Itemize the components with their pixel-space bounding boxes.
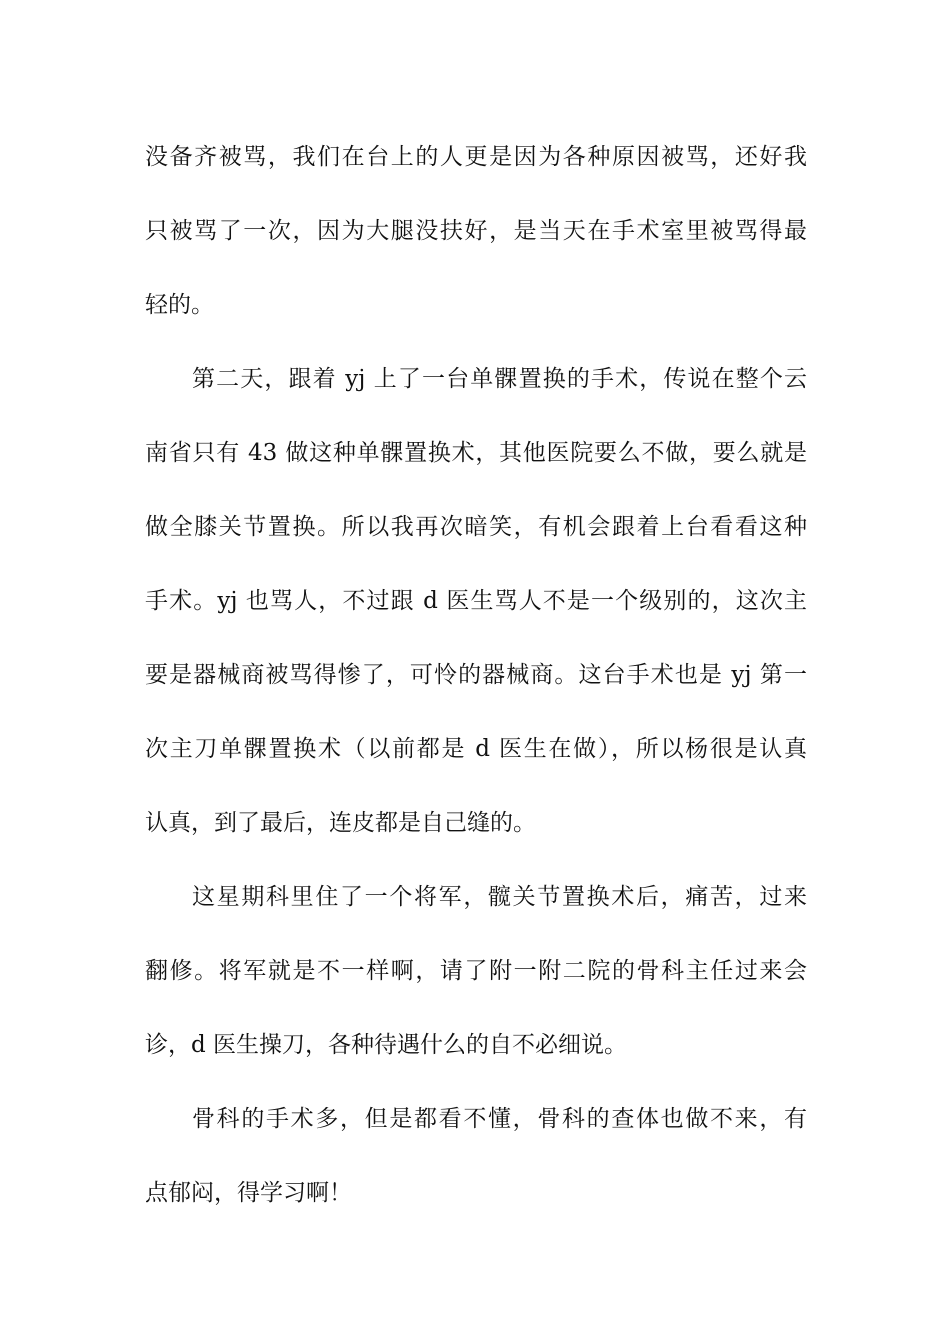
text-line: 只被骂了一次，因为大腿没扶好，是当天在手术室里被骂得最: [145, 218, 807, 244]
text-line: 没备齐被骂，我们在台上的人更是因为各种原因被骂，还好我: [145, 144, 807, 170]
text-line: 轻的。: [145, 292, 214, 318]
text-line: 点郁闷，得学习啊！: [145, 1180, 352, 1206]
text-line: 手术。yj 也骂人，不过跟 d 医生骂人不是一个级别的，这次主: [145, 588, 807, 614]
text-line: 认真，到了最后，连皮都是自己缝的。: [145, 810, 536, 836]
text-line: 次主刀单髁置换术（以前都是 d 医生在做），所以杨很是认真: [145, 736, 807, 762]
text-line: 要是器械商被骂得惨了，可怜的器械商。这台手术也是 yj 第一: [145, 662, 807, 688]
text-line: 南省只有 43 做这种单髁置换术，其他医院要么不做，要么就是: [145, 440, 807, 466]
text-line: 第二天，跟着 yj 上了一台单髁置换的手术，传说在整个云: [192, 366, 807, 392]
text-line: 翻修。将军就是不一样啊，请了附一附二院的骨科主任过来会: [145, 958, 807, 984]
text-line: 诊，d 医生操刀，各种待遇什么的自不必细说。: [145, 1032, 628, 1058]
body-text: [145, 120, 807, 1230]
text-line: 做全膝关节置换。所以我再次暗笑，有机会跟着上台看看这种: [145, 514, 807, 540]
text-line: 这星期科里住了一个将军，髋关节置换术后，痛苦，过来: [192, 884, 807, 910]
text-line: 骨科的手术多，但是都看不懂，骨科的查体也做不来，有: [192, 1106, 807, 1132]
